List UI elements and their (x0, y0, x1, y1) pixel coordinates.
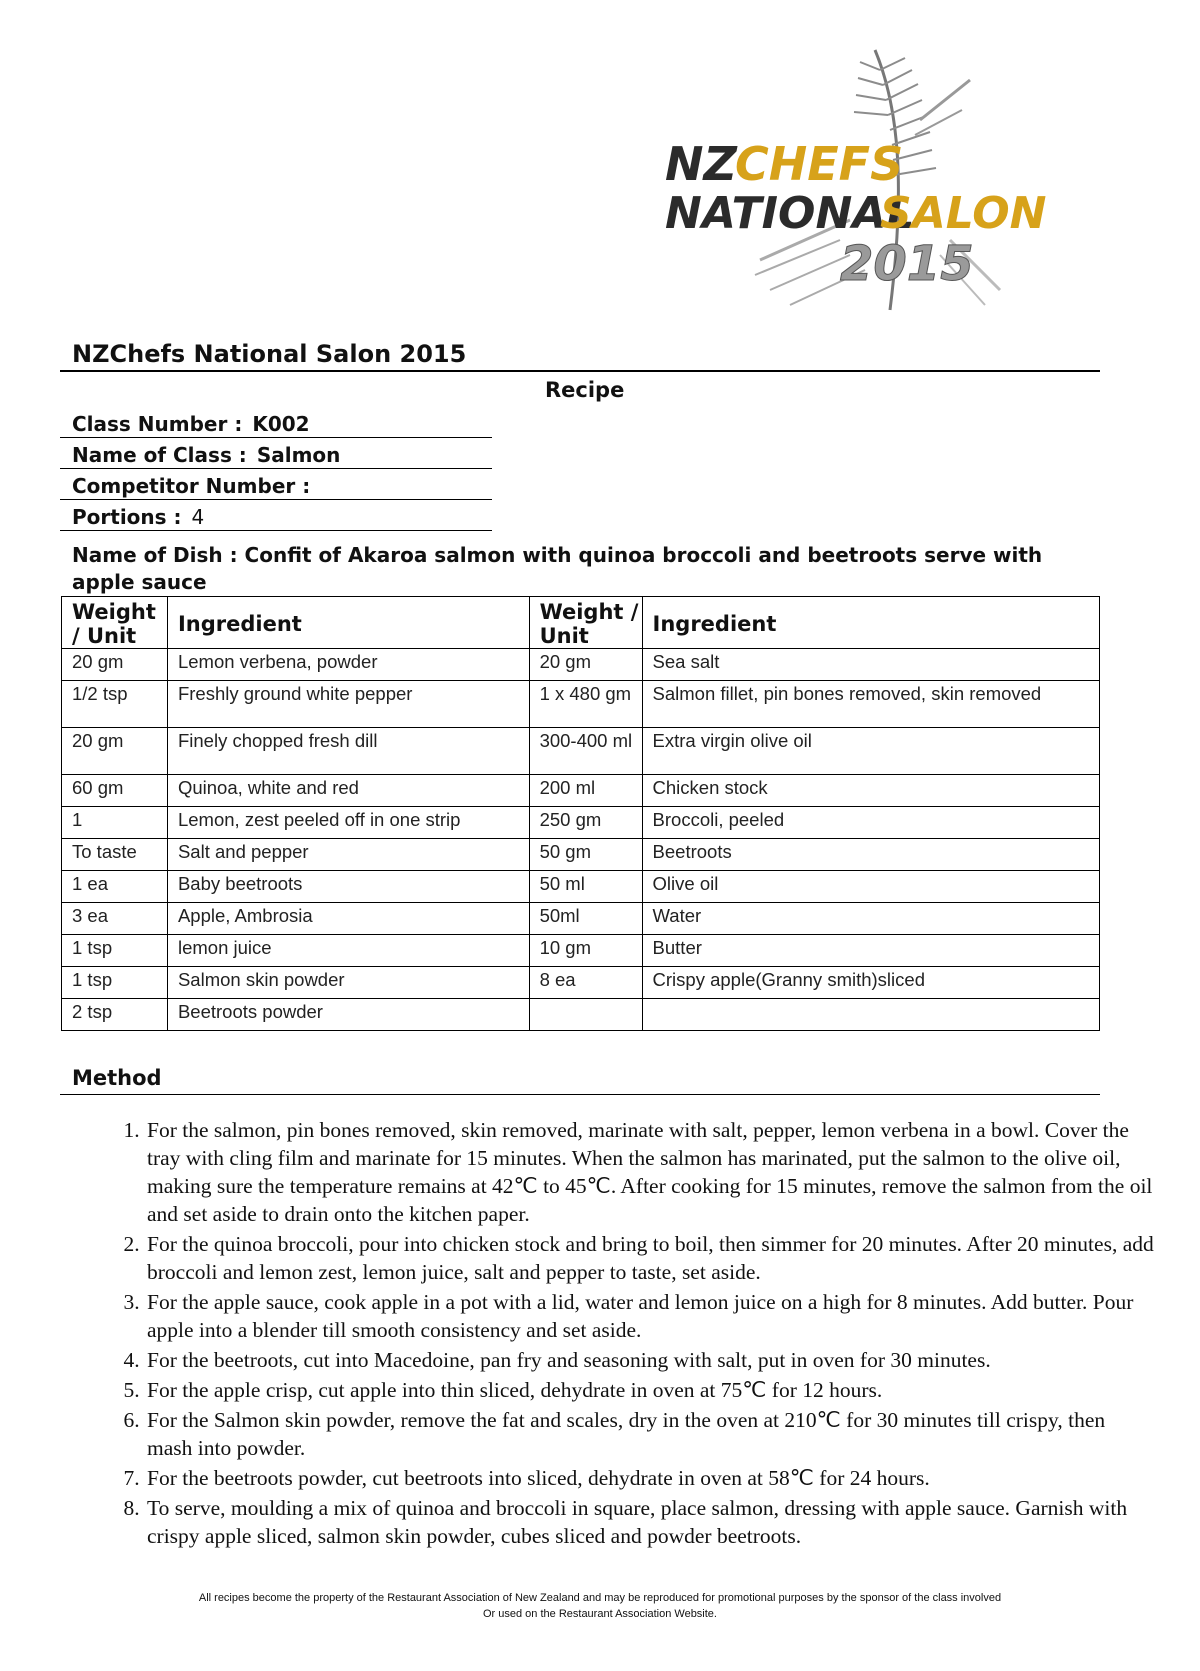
weight-cell: To taste (62, 839, 168, 871)
weight-cell: 2 tsp (62, 999, 168, 1031)
table-row (62, 775, 1100, 807)
ingredient-cell: lemon juice (167, 935, 529, 967)
weight-cell: 20 gm (62, 649, 168, 681)
ingredient-cell: Salmon fillet, pin bones removed, skin removed (642, 681, 1099, 728)
table-header-row (62, 597, 1100, 649)
logo-year-text: 2015 (840, 236, 974, 292)
dish-value: Confit of Akaroa salmon with quinoa broccoli and beetroots serve with apple sauce (72, 543, 1043, 594)
portions-value: 4 (191, 505, 205, 529)
method-steps (110, 1116, 1155, 1552)
method-step: 4. For the beetroots, cut into Macedoine, pan fry and seasoning with salt, put in oven for 30 minutes. (145, 1346, 1155, 1374)
table-row (62, 649, 1100, 681)
ingredients-table (61, 596, 1100, 1031)
ingredient-cell: Freshly ground white pepper (167, 681, 529, 728)
method-step: 1. For the salmon, pin bones removed, skin removed, marinate with salt, pepper, lemon verbena in a bowl. Cover the tray with cling film and marinate for 15 minutes. When the salmon has marinated, put the salmon to the olive oil, making sure the temperature remains at 42℃ to 45℃. After cooking for 15 minutes, remove the salmon from the oil and set aside to drain onto the kitchen paper. (145, 1116, 1155, 1228)
class-number-row (60, 407, 492, 438)
weight-cell: 50ml (529, 903, 642, 935)
class-name-value: Salmon (256, 443, 341, 467)
method-step: 5. For the apple crisp, cut apple into thin sliced, dehydrate in oven at 75℃ for 12 hours. (145, 1376, 1155, 1404)
header-weight-unit: Weight / Unit (529, 597, 642, 649)
table-row (62, 728, 1100, 775)
header-ingredient: Ingredient (642, 597, 1099, 649)
weight-cell: 1 x 480 gm (529, 681, 642, 728)
dish-name (72, 542, 1072, 596)
logo-salon-text: SALON (880, 188, 1047, 239)
ingredient-cell: Chicken stock (642, 775, 1099, 807)
table-row (62, 903, 1100, 935)
ingredient-cell: Sea salt (642, 649, 1099, 681)
class-name-row (60, 438, 492, 469)
ingredient-cell: Olive oil (642, 871, 1099, 903)
header-weight-unit: Weight / Unit (62, 597, 168, 649)
weight-cell: 20 gm (529, 649, 642, 681)
method-divider (60, 1094, 1100, 1095)
logo-chefs-text: CHEFS (735, 137, 904, 191)
ingredient-cell: Finely chopped fresh dill (167, 728, 529, 775)
portions-label: Portions : (72, 505, 182, 529)
weight-cell: 1/2 tsp (62, 681, 168, 728)
table-row (62, 935, 1100, 967)
weight-cell: 10 gm (529, 935, 642, 967)
ingredient-cell: Salt and pepper (167, 839, 529, 871)
competitor-row (60, 469, 492, 500)
weight-cell: 1 ea (62, 871, 168, 903)
weight-cell: 50 gm (529, 839, 642, 871)
method-step: 3. For the apple sauce, cook apple in a pot with a lid, water and lemon juice on a high for 8 minutes. Add butter. Pour apple into a blender till smooth consistency and set aside. (145, 1288, 1155, 1344)
ingredient-cell: Butter (642, 935, 1099, 967)
ingredient-cell: Beetroots (642, 839, 1099, 871)
title-divider (60, 370, 1100, 372)
recipe-label: Recipe (545, 378, 625, 402)
ingredient-cell: Water (642, 903, 1099, 935)
table-row (62, 871, 1100, 903)
class-name-label: Name of Class : (72, 443, 247, 467)
footer-line-2: Or used on the Restaurant Association Website. (483, 1608, 717, 1620)
ingredient-cell: Baby beetroots (167, 871, 529, 903)
table-row (62, 999, 1100, 1031)
logo-national-text: NATIONAL (665, 188, 915, 239)
document-title: NZChefs National Salon 2015 (72, 340, 467, 368)
header-ingredient: Ingredient (167, 597, 529, 649)
ingredient-cell: Lemon verbena, powder (167, 649, 529, 681)
footer-disclaimer (0, 1590, 1200, 1622)
ingredient-cell: Extra virgin olive oil (642, 728, 1099, 775)
weight-cell: 1 tsp (62, 935, 168, 967)
method-step: 2. For the quinoa broccoli, pour into chicken stock and bring to boil, then simmer for 20 minutes. After 20 minutes, add broccoli and lemon zest, lemon juice, salt and pepper to taste, set aside. (145, 1230, 1155, 1286)
salon-logo-graphic (665, 40, 1090, 330)
ingredient-cell: Apple, Ambrosia (167, 903, 529, 935)
table-row (62, 839, 1100, 871)
ingredient-cell: Broccoli, peeled (642, 807, 1099, 839)
class-number-label: Class Number : (72, 412, 243, 436)
weight-cell: 20 gm (62, 728, 168, 775)
method-heading: Method (72, 1066, 162, 1090)
weight-cell (529, 999, 642, 1031)
table-row (62, 967, 1100, 999)
weight-cell: 50 ml (529, 871, 642, 903)
method-step: 6. For the Salmon skin powder, remove the fat and scales, dry in the oven at 210℃ for 30 minutes till crispy, then mash into powder. (145, 1406, 1155, 1462)
ingredient-cell: Salmon skin powder (167, 967, 529, 999)
weight-cell: 1 (62, 807, 168, 839)
ingredient-cell: Quinoa, white and red (167, 775, 529, 807)
weight-cell: 60 gm (62, 775, 168, 807)
method-step: 7. For the beetroots powder, cut beetroots into sliced, dehydrate in oven at 58℃ for 24 hours. (145, 1464, 1155, 1492)
logo-nz-text: NZ (665, 137, 737, 191)
competitor-label: Competitor Number : (72, 474, 311, 498)
portions-row (60, 500, 492, 531)
method-step: 8. To serve, moulding a mix of quinoa and broccoli in square, place salmon, dressing with apple sauce. Garnish with crispy apple sliced, salmon skin powder, cubes sliced and powder beetroots. (145, 1494, 1155, 1550)
ingredient-cell: Beetroots powder (167, 999, 529, 1031)
class-number-value: K002 (252, 412, 310, 436)
table-row (62, 681, 1100, 728)
weight-cell: 250 gm (529, 807, 642, 839)
salon-logo (665, 40, 1090, 330)
ingredient-cell: Lemon, zest peeled off in one strip (167, 807, 529, 839)
dish-label: Name of Dish : (72, 543, 238, 567)
weight-cell: 1 tsp (62, 967, 168, 999)
table-row (62, 807, 1100, 839)
ingredient-cell (642, 999, 1099, 1031)
ingredient-cell: Crispy apple(Granny smith)sliced (642, 967, 1099, 999)
weight-cell: 200 ml (529, 775, 642, 807)
weight-cell: 3 ea (62, 903, 168, 935)
weight-cell: 300-400 ml (529, 728, 642, 775)
weight-cell: 8 ea (529, 967, 642, 999)
footer-line-1: All recipes become the property of the Restaurant Association of New Zealand and may be reproduced for promotional purposes by the sponsor of the class involved (198, 1592, 1002, 1604)
